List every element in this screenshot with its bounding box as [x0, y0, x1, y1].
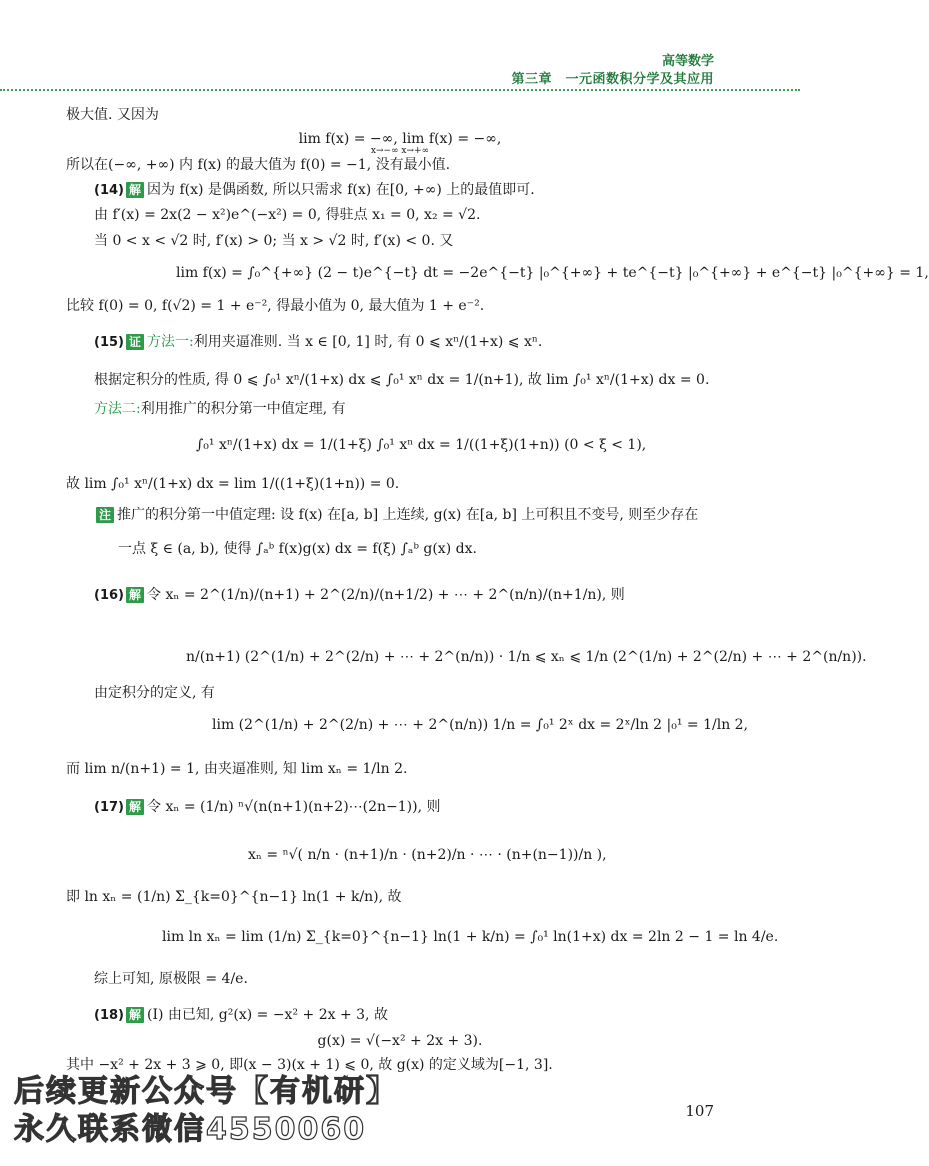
- solution-badge: 解: [126, 1007, 144, 1023]
- method-label: 方法一:: [147, 334, 194, 350]
- math-display: xₙ = ⁿ√( n/n · (n+1)/n · (n+2)/n · ⋯ · (n+(n−1))/n ),: [248, 847, 607, 863]
- problem-number: (15): [94, 335, 124, 350]
- watermark-line-2: 永久联系微信4550060: [14, 1112, 367, 1147]
- math-display: n/(n+1) (2^(1/n) + 2^(2/n) + ⋯ + 2^(n/n)) · 1/n ⩽ xₙ ⩽ 1/n (2^(1/n) + 2^(2/n) + ⋯ + 2^(n/n)).: [186, 649, 867, 665]
- text-line: 令 xₙ = 2^(1/n)/(n+1) + 2^(2/n)/(n+1/2) + ⋯ + 2^(n/n)/(n+1/n), 则: [147, 587, 625, 603]
- text-line: 当 0 < x < √2 时, f′(x) > 0; 当 x > √2 时, f′(x) < 0. 又: [94, 233, 454, 249]
- page-number: 107: [685, 1102, 714, 1120]
- math-display: lim ln xₙ = lim (1/n) Σ_{k=0}^{n−1} ln(1 + k/n) = ∫₀¹ ln(1+x) dx = 2ln 2 − 1 = ln 4/e.: [162, 929, 779, 945]
- text-line: 因为 f(x) 是偶函数, 所以只需求 f(x) 在[0, +∞) 上的最值即可.: [147, 182, 535, 198]
- solution-badge: 解: [126, 182, 144, 198]
- problem-14: [94, 181, 535, 200]
- text-line: 综上可知, 原极限 = 4/e.: [94, 971, 248, 987]
- text-line: 所以在(−∞, +∞) 内 f(x) 的最大值为 f(0) = −1, 没有最小值.: [66, 157, 451, 173]
- math-display: g(x) = √(−x² + 2x + 3).: [317, 1033, 483, 1049]
- proof-badge: 证: [126, 334, 144, 350]
- problem-18: [94, 1006, 388, 1025]
- header-book-title: 高等数学: [661, 54, 714, 69]
- problem-number: (16): [94, 588, 124, 603]
- math-display: ∫₀¹ xⁿ/(1+x) dx = 1/(1+ξ) ∫₀¹ xⁿ dx = 1/((1+ξ)(1+n)) (0 < ξ < 1),: [196, 437, 647, 453]
- note: [94, 506, 698, 524]
- text-line: 由 f′(x) = 2x(2 − x²)e^(−x²) = 0, 得驻点 x₁ = 0, x₂ = √2.: [94, 207, 481, 223]
- problem-number: (18): [94, 1008, 124, 1023]
- header-divider: [0, 89, 800, 91]
- problem-16: [94, 586, 625, 605]
- problem-17: [94, 798, 441, 817]
- text-line: [94, 400, 346, 418]
- math-subscript: x→−∞ x→+∞: [370, 146, 430, 156]
- text-line: 利用夹逼准则. 当 x ∈ [0, 1] 时, 有 0 ⩽ xⁿ/(1+x) ⩽ xⁿ.: [193, 334, 543, 350]
- solution-badge: 解: [126, 587, 144, 603]
- watermark-line-1: 后续更新公众号【有机研】: [14, 1074, 398, 1109]
- text-line: 推广的积分第一中值定理: 设 f(x) 在[a, b] 上连续, g(x) 在[a, b] 上可积且不变号, 则至少存在: [117, 507, 699, 523]
- text-line: 一点 ξ ∈ (a, b), 使得 ∫ₐᵇ f(x)g(x) dx = f(ξ) ∫ₐᵇ g(x) dx.: [118, 541, 477, 557]
- problem-number: (17): [94, 800, 124, 815]
- text-line: 即 ln xₙ = (1/n) Σ_{k=0}^{n−1} ln(1 + k/n), 故: [66, 889, 402, 905]
- text-line: 极大值. 又因为: [66, 107, 159, 123]
- text-line: 令 xₙ = (1/n) ⁿ√(n(n+1)(n+2)⋯(2n−1)), 则: [147, 799, 441, 815]
- text-line: 比较 f(0) = 0, f(√2) = 1 + e⁻², 得最小值为 0, 最大值为 1 + e⁻².: [66, 298, 485, 314]
- note-badge: 注: [96, 507, 114, 523]
- math-display: lim (2^(1/n) + 2^(2/n) + ⋯ + 2^(n/n)) 1/n = ∫₀¹ 2ˣ dx = 2ˣ/ln 2 |₀¹ = 1/ln 2,: [212, 717, 749, 733]
- text-line: 利用推广的积分第一中值定理, 有: [140, 401, 346, 417]
- text-line: 由定积分的定义, 有: [94, 685, 215, 701]
- math-display: lim f(x) = ∫₀^{+∞} (2 − t)e^{−t} dt = −2e^{−t} |₀^{+∞} + te^{−t} |₀^{+∞} + e^{−t} |₀^{+∞} = 1,: [176, 265, 929, 281]
- text-line: (Ⅰ) 由已知, g²(x) = −x² + 2x + 3, 故: [147, 1007, 388, 1023]
- problem-number: (14): [94, 183, 124, 198]
- method-label: 方法二:: [94, 401, 141, 417]
- text-line: 其中 −x² + 2x + 3 ⩾ 0, 即(x − 3)(x + 1) ⩽ 0, 故 g(x) 的定义域为[−1, 3].: [66, 1057, 553, 1073]
- text-line: 故 lim ∫₀¹ xⁿ/(1+x) dx = lim 1/((1+ξ)(1+n)) = 0.: [66, 476, 400, 492]
- math-display: lim f(x) = −∞, lim f(x) = −∞,: [298, 131, 502, 147]
- solution-badge: 解: [126, 799, 144, 815]
- header-chapter: 第三章 一元函数积分学及其应用: [511, 72, 714, 87]
- problem-15: [94, 333, 542, 352]
- text-line: 根据定积分的性质, 得 0 ⩽ ∫₀¹ xⁿ/(1+x) dx ⩽ ∫₀¹ xⁿ dx = 1/(n+1), 故 lim ∫₀¹ xⁿ/(1+x) dx = 0.: [94, 372, 710, 388]
- text-line: 而 lim n/(n+1) = 1, 由夹逼准则, 知 lim xₙ = 1/ln 2.: [66, 761, 408, 777]
